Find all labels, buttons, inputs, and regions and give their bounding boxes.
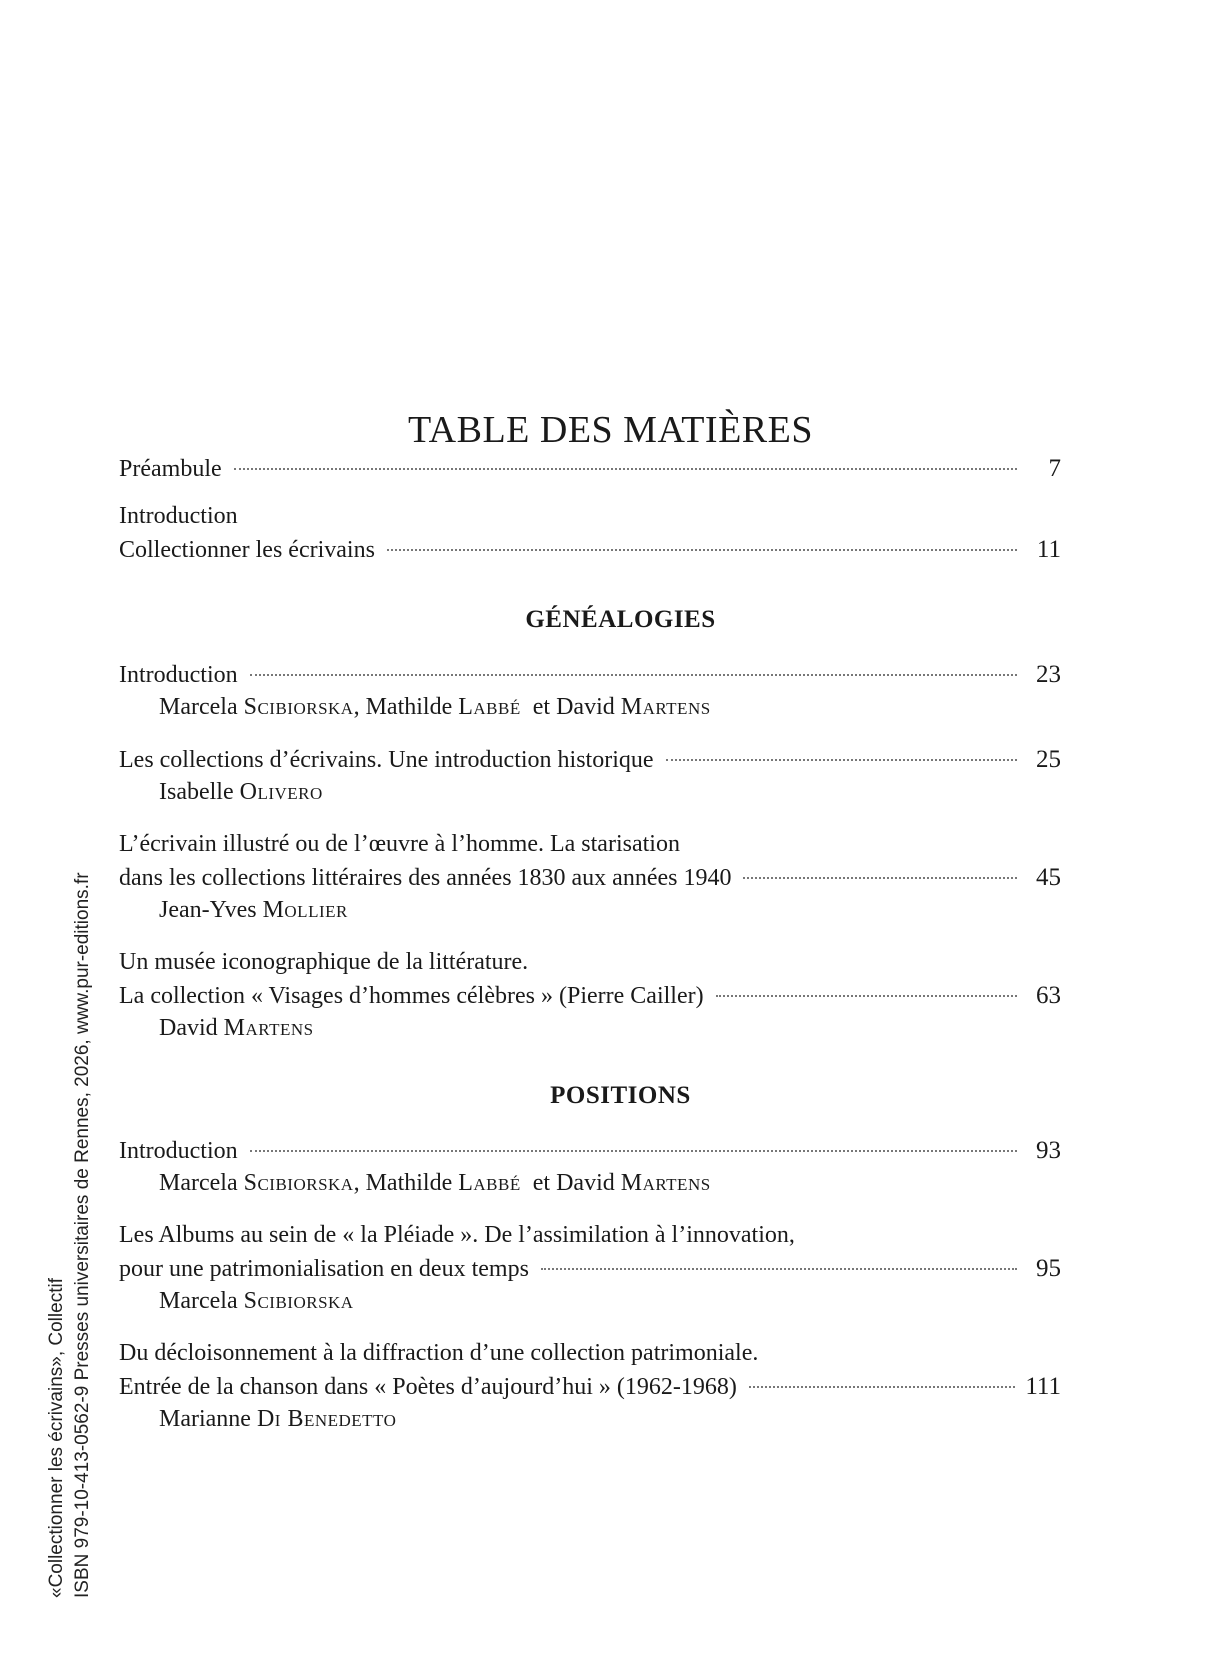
entry-title-line: La collection « Visages d’hommes célèbres » (Pierre Cailler) [119,983,704,1009]
dot-leader [743,877,1017,879]
page-number: 7 [1048,455,1061,482]
toc-entry[interactable] [119,1219,1061,1318]
toc-entry-preambule[interactable] [119,452,1061,485]
toc-entry[interactable] [119,1134,1061,1200]
page-number: 11 [1036,536,1061,563]
entry-title-line: L’écrivain illustré ou de l’œuvre à l’homme. La starisation [119,831,680,857]
dot-leader [666,759,1017,761]
entry-authors: Marcela Scibiorska, Mathilde Labbé et David Martens [159,694,711,720]
entry-author: Marcela Scibiorska [159,1288,354,1314]
entry-title-line: pour une patrimonialisation en deux temps [119,1256,529,1282]
toc-entry[interactable] [119,743,1061,809]
sidebar-book-line: «Collectionner les écrivains», Collectif [46,1278,67,1598]
entry-title-line: Entrée de la chanson dans « Poètes d’aujourd’hui » (1962-1968) [119,1374,737,1400]
dot-leader [749,1386,1016,1388]
page-number: 25 [1036,746,1061,773]
entry-title-line: Du décloisonnement à la diffraction d’une collection patrimoniale. [119,1340,759,1366]
entry-author: Marianne Di Benedetto [159,1406,397,1432]
toc-entry[interactable] [119,1337,1061,1436]
page-number: 95 [1036,1255,1061,1282]
page-title: TABLE DES MATIÈRES [408,409,813,452]
entry-title-line: Un musée iconographique de la littérature. [119,949,529,975]
entry-title: Introduction [119,1138,238,1164]
entry-title-line: Introduction [119,503,238,529]
entry-title-line: Les Albums au sein de « la Pléiade ». De l’assimilation à l’innovation, [119,1222,795,1248]
dot-leader [234,468,1017,470]
page-number: 63 [1036,982,1061,1009]
section-heading-positions: POSITIONS [550,1082,691,1109]
toc-entry[interactable] [119,658,1061,724]
entry-title-line: Collectionner les écrivains [119,537,375,563]
page-number: 45 [1036,864,1061,891]
entry-title: Préambule [119,456,222,482]
copyright-sidebar [44,698,114,1598]
dot-leader [250,1150,1017,1152]
dot-leader [716,995,1017,997]
entry-author: Jean-Yves Mollier [159,897,348,923]
sidebar-isbn-line: ISBN 979-10-413-0562-9 Presses universitaires de Rennes, 2026, www.pur-editions.fr [72,872,93,1598]
page-number: 23 [1036,661,1061,688]
toc-entry-introduction[interactable] [119,500,1061,566]
page-number: 111 [1025,1373,1061,1400]
toc-entry[interactable] [119,828,1061,927]
section-heading-genealogies: GÉNÉALOGIES [525,606,716,633]
dot-leader [250,674,1017,676]
entry-title-line: dans les collections littéraires des années 1830 aux années 1940 [119,865,732,891]
toc-entry[interactable] [119,946,1061,1045]
page-number: 93 [1036,1137,1061,1164]
entry-author: David Martens [159,1015,314,1041]
entry-author: Isabelle Olivero [159,779,323,805]
entry-title: Introduction [119,662,238,688]
entry-authors: Marcela Scibiorska, Mathilde Labbé et David Martens [159,1170,711,1196]
dot-leader [387,549,1017,551]
dot-leader [541,1268,1017,1270]
entry-title: Les collections d’écrivains. Une introduction historique [119,747,654,773]
